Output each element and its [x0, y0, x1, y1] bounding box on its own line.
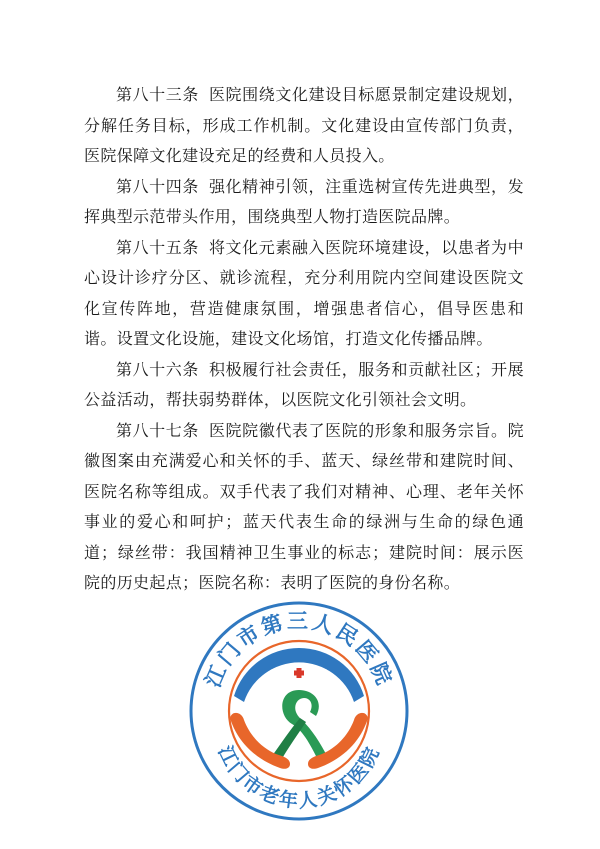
article-text: 将文化元素融入医院环境建设，以患者为中心设计诊疗分区、就诊流程，充分利用院内空间建设医院文化宣传阵地，营造健康氛围，增强患者信心，倡导医患和谐。设置文化设施，建设文化场馆，打造文化传播品牌。: [84, 237, 524, 348]
outer-ring: [191, 603, 407, 819]
article-number: 第八十七条: [116, 420, 199, 440]
article-number: 第八十四条: [116, 176, 199, 196]
article-text: 积极履行社会责任，服务和贡献社区；开展公益活动，帮扶弱势群体，以医院文化引领社会文明。: [84, 359, 524, 409]
article-text: 医院围绕文化建设目标愿景制定建设规划，分解任务目标，形成工作机制。文化建设由宣传部门负责，医院保障文化建设充足的经费和人员投入。: [84, 85, 524, 165]
article-number: 第八十五条: [116, 237, 199, 257]
hospital-emblem: [186, 598, 412, 824]
article-83: [84, 80, 524, 172]
article-number: 第八十三条: [116, 85, 199, 104]
document-body: [84, 80, 524, 599]
article-87: [84, 416, 524, 599]
year-left: 19: [269, 666, 284, 681]
article-text: 强化精神引领，注重选树宣传先进典型，发挥典型示范带头作用，围绕典型人物打造医院品牌。: [84, 176, 524, 226]
article-85: [84, 233, 524, 355]
article-84: [84, 172, 524, 233]
article-number: 第八十六条: [116, 359, 199, 379]
cross-icon: [292, 666, 306, 680]
emblem-name-bottom: 江门市老年人关怀医院: [213, 742, 385, 813]
article-86: [84, 355, 524, 416]
green-ribbon-icon: [272, 690, 328, 764]
emblem-name-top: 江门市第三人民医院: [200, 609, 398, 691]
article-text: 医院院徽代表了医院的形象和服务宗旨。院徽图案由充满爱心和关怀的手、蓝天、绿丝带和建院时间、医院名称等组成。双手代表了我们对精神、心理、老年关怀事业的爱心和呵护；蓝天代表生命的绿洲与生命的绿色通道；绿丝带：我国精神卫生事业的标志；建院时间：展示医院的历史起点；医院名称：表明了医院的身份名称。: [84, 420, 524, 592]
emblem-svg: [186, 598, 412, 824]
year-right: 59: [314, 666, 329, 681]
